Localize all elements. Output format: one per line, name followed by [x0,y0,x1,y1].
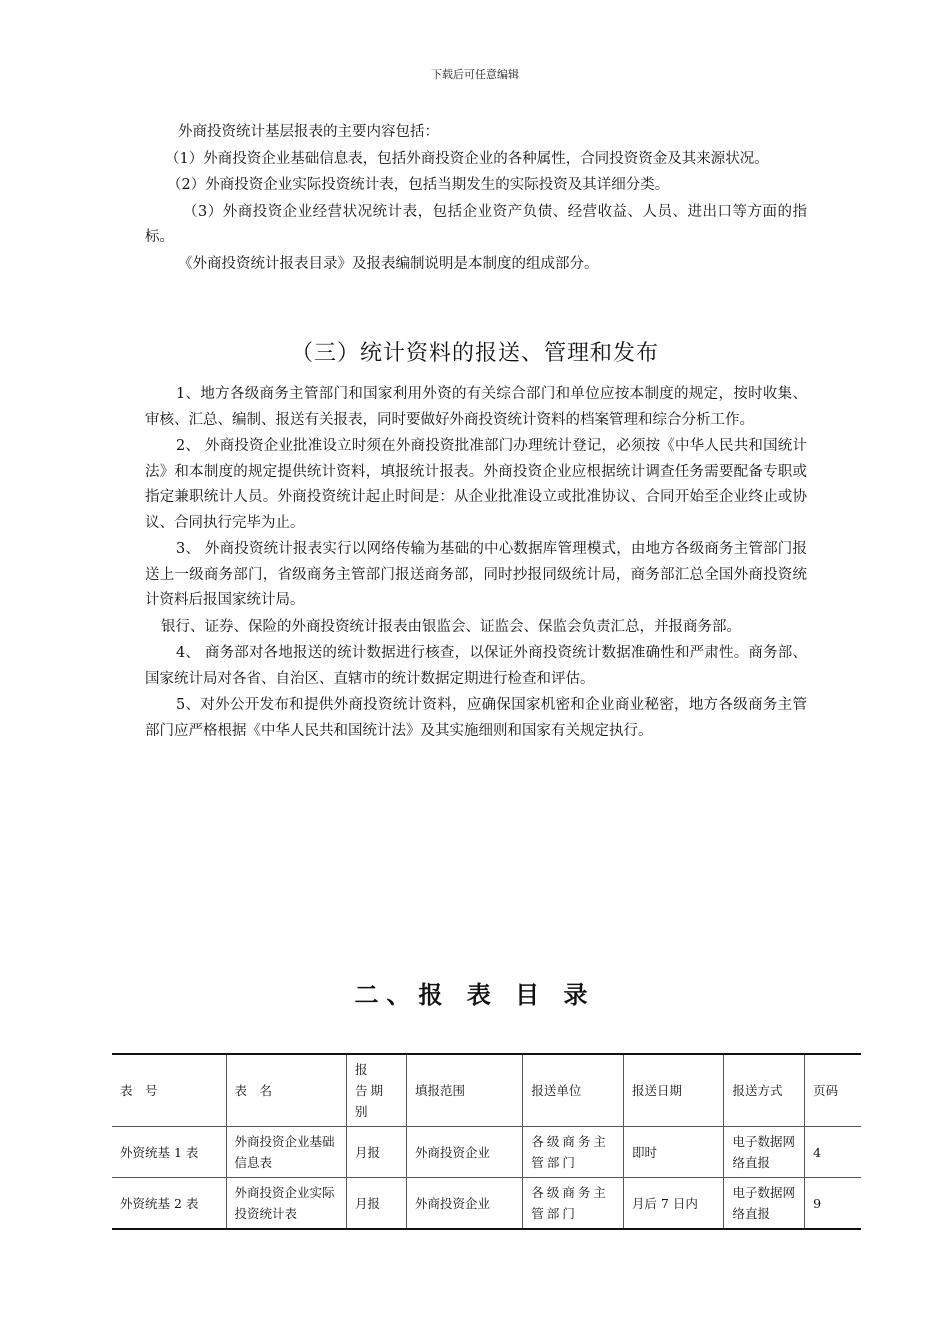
intro-item-2: （2）外商投资企业实际投资统计表，包括当期发生的实际投资及其详细分类。 [167,177,670,193]
section3-paragraph-5: 5、对外公开发布和提供外商投资统计资料，应确保国家机密和企业商业秘密，地方各级商务主管部门应严格根据《中华人民共和国统计法》及其实施细则和国家有关规定执行。 [145,697,807,739]
section3-paragraph-3: 3、 外商投资统计报表实行以网络传输为基础的中心数据库管理模式，由地方各级商务主管部门报送上一级商务部门，省级商务主管部门报送商务部，同时抄报同级统计局，商务部汇总全国外商投资统计资料后报国家统计局。 [145,541,807,608]
intro-section [145,120,807,278]
section3-body [145,382,807,745]
col-header-period: 报 告期 别 [347,1054,407,1127]
col-header-page: 页码 [805,1054,861,1127]
intro-item-3: （3）外商投资企业经营状况统计表，包括企业资产负债、经营收益、人员、进出口等方面的指标。 [145,203,807,245]
col-header-table-no: 表 号 [112,1054,226,1127]
col-header-table-name: 表 名 [226,1054,346,1127]
cell-page: 4 [805,1127,861,1178]
cell-period: 月报 [347,1178,407,1230]
section3-paragraph-4: 4、 商务部对各地报送的统计数据进行核查，以保证外商投资统计数据准确性和严肃性。商务部、国家统计局对各省、自治区、直辖市的统计数据定期进行检查和评估。 [145,645,807,687]
cell-table-no: 外资统基 2 表 [112,1178,226,1230]
table-header-row [112,1054,861,1127]
cell-date: 即时 [623,1127,724,1178]
section3-paragraph-2: 2、 外商投资企业批准设立时须在外商投资批准部门办理统计登记，必须按《中华人民共和国统计法》和本制度的规定提供统计资料，填报统计报表。外商投资企业应根据统计调查任务需要配备专职或指定兼职统计人员。外商投资统计起止时间是：从企业批准设立或批准协议、合同开始至企业终止或协议、合同执行完毕为止。 [145,438,807,531]
table-row [112,1178,861,1230]
report-catalog-table [112,1053,861,1230]
col-header-method: 报送方式 [724,1054,805,1127]
col-header-date: 报送日期 [623,1054,724,1127]
section2-heading: 二、报 表 目 录 [354,980,596,1009]
col-header-unit: 报送单位 [523,1054,624,1127]
section3-paragraph-bank: 银行、证券、保险的外商投资统计报表由银监会、证监会、保监会负责汇总，并报商务部。 [161,618,741,635]
cell-table-name: 外商投资企业基础信息表 [226,1127,346,1178]
page-header: 下载后可任意编辑 [431,68,519,81]
intro-note: 《外商投资统计报表目录》及报表编制说明是本制度的组成部分。 [178,255,599,272]
cell-date: 月后 7 日内 [623,1178,724,1230]
intro-item-1: （1）外商投资企业基础信息表，包括外商投资企业的各种属性，合同投资资金及其来源状况。 [165,150,769,167]
cell-period: 月报 [347,1127,407,1178]
cell-method: 电子数据网络直报 [724,1127,805,1178]
cell-scope: 外商投资企业 [406,1127,522,1178]
cell-method: 电子数据网络直报 [724,1178,805,1230]
col-header-scope: 填报范围 [406,1054,522,1127]
cell-unit: 各级商务主管部门 [523,1127,624,1178]
section3-heading: （三）统计资料的报送、管理和发布 [290,341,659,366]
intro-paragraph: 外商投资统计基层报表的主要内容包括： [178,124,439,140]
cell-page: 9 [805,1178,861,1230]
cell-table-no: 外资统基 1 表 [112,1127,226,1178]
cell-scope: 外商投资企业 [406,1178,522,1230]
cell-unit: 各级商务主管部门 [523,1178,624,1230]
section3-paragraph-1: 1、地方各级商务主管部门和国家利用外资的有关综合部门和单位应按本制度的规定，按时收集、审核、汇总、编制、报送有关报表，同时要做好外商投资统计资料的档案管理和综合分析工作。 [145,386,807,428]
table-row [112,1127,861,1178]
cell-table-name: 外商投资企业实际投资统计表 [226,1178,346,1230]
